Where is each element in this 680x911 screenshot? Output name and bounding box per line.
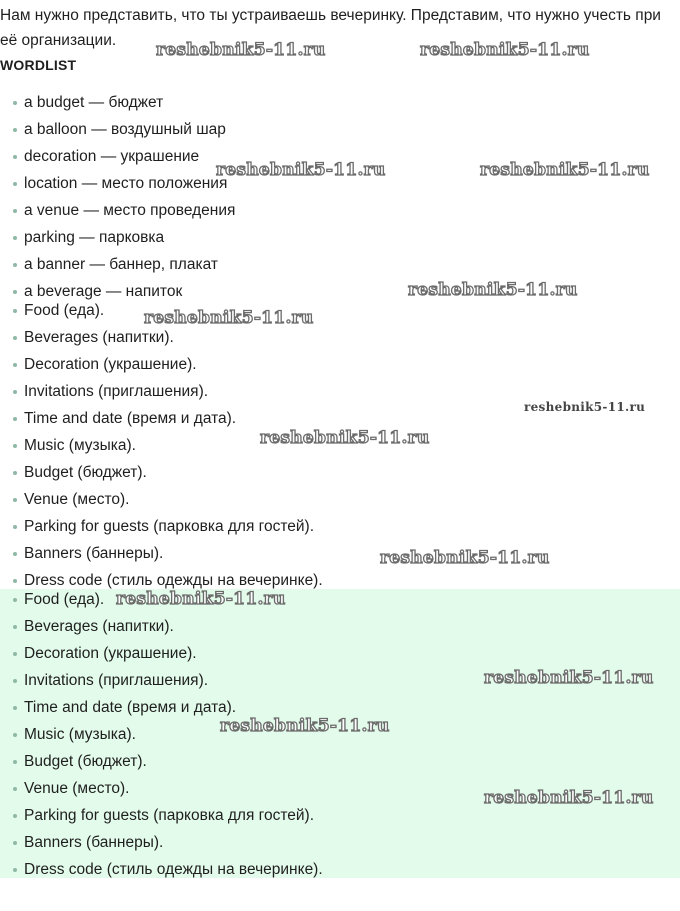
highlighted-party-item: Time and date (время и дата). [0, 694, 323, 721]
wordlist-heading: WORDLIST [0, 57, 77, 73]
party-item: Banners (баннеры). [0, 540, 323, 567]
highlighted-party-item: Parking for guests (парковка для гостей). [0, 802, 323, 829]
wordlist-item: decoration — украшение [0, 143, 235, 170]
party-item: Dress code (стиль одежды на вечеринке). [0, 567, 323, 594]
highlighted-party-item: Budget (бюджет). [0, 748, 323, 775]
watermark: reshebnik5-11.ru [524, 400, 646, 414]
wordlist-item: location — место положения [0, 170, 235, 197]
party-item: Time and date (время и дата). [0, 405, 323, 432]
highlighted-party-item: Dress code (стиль одежды на вечеринке). [0, 856, 323, 883]
party-item: Decoration (украшение). [0, 351, 323, 378]
watermark: reshebnik5-11.ru [408, 280, 578, 300]
wordlist-item: a balloon — воздушный шар [0, 116, 235, 143]
watermark: reshebnik5-11.ru [116, 589, 286, 609]
wordlist-item: a budget — бюджет [0, 89, 235, 116]
watermark: reshebnik5-11.ru [144, 308, 314, 328]
watermark: reshebnik5-11.ru [484, 788, 654, 808]
watermark: reshebnik5-11.ru [216, 160, 386, 180]
highlighted-party-item: Food (еда). [0, 586, 323, 613]
highlighted-party-item: Venue (место). [0, 775, 323, 802]
watermark: reshebnik5-11.ru [484, 668, 654, 688]
watermark: reshebnik5-11.ru [156, 40, 326, 60]
highlighted-party-item: Music (музыка). [0, 721, 323, 748]
party-item: Parking for guests (парковка для гостей). [0, 513, 323, 540]
watermark: reshebnik5-11.ru [380, 548, 550, 568]
watermark: reshebnik5-11.ru [420, 40, 590, 60]
party-item: Music (музыка). [0, 432, 323, 459]
watermark: reshebnik5-11.ru [480, 160, 650, 180]
wordlist-item: a beverage — напиток [0, 278, 235, 305]
wordlist-item: a venue — место проведения [0, 197, 235, 224]
party-item: Budget (бюджет). [0, 459, 323, 486]
wordlist [0, 89, 235, 305]
party-item: Food (еда). [0, 297, 323, 324]
highlighted-party-item: Banners (баннеры). [0, 829, 323, 856]
watermark: reshebnik5-11.ru [260, 428, 430, 448]
highlighted-party-item: Decoration (украшение). [0, 640, 323, 667]
watermark: reshebnik5-11.ru [220, 716, 390, 736]
highlighted-party-item: Beverages (напитки). [0, 613, 323, 640]
intro-paragraph: Нам нужно представить, что ты устраиваешь вечеринку. Представим, что нужно учесть при её организации. [0, 7, 661, 49]
wordlist-item: parking — парковка [0, 224, 235, 251]
party-item: Invitations (приглашения). [0, 378, 323, 405]
party-item: Venue (место). [0, 486, 323, 513]
wordlist-item: a banner — баннер, плакат [0, 251, 235, 278]
party-item: Beverages (напитки). [0, 324, 323, 351]
highlighted-party-item: Invitations (приглашения). [0, 667, 323, 694]
